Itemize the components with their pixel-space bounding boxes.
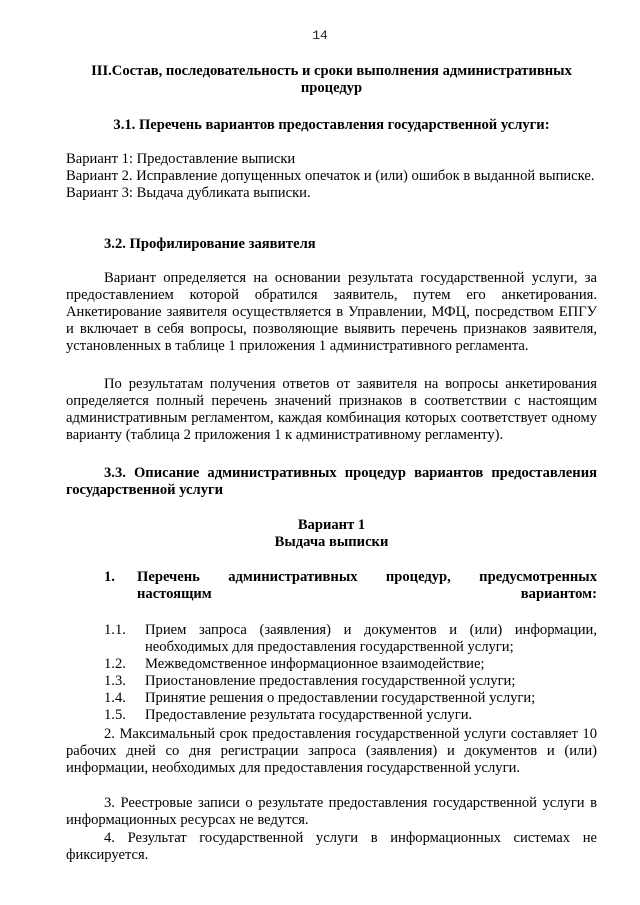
variant-item: Вариант 2. Исправление допущенных опечаток и (или) ошибок в выданной выписке.: [66, 168, 595, 184]
list-text: Межведомственное информационное взаимодействие;: [145, 656, 485, 672]
variant-subtitle: Выдача выписки: [274, 534, 389, 550]
procedures-heading: [104, 569, 597, 603]
heading-3-3: 3.3. Описание административных процедур вариантов предоставления государственной услуги: [66, 465, 597, 498]
list-number: 1.5.: [104, 707, 126, 723]
list-text: Приостановление предоставления государственной услуги;: [145, 673, 516, 689]
list-text: Предоставление результата государственной услуги.: [145, 707, 473, 723]
variants-list: [66, 151, 597, 202]
list-number: 1.4.: [104, 690, 126, 706]
list-item: [104, 622, 597, 656]
profiling-paragraph-2: По результатам получения ответов от заявителя на вопросы анкетирования определяется полный перечень значений признаков в соответствии с настоящим административным регламентом, каждая комбинация которых соответствует одному варианту (таблица 2 приложения 1 к административному регламенту).: [66, 376, 597, 443]
page-number: 14: [312, 28, 328, 43]
result-paragraph: 4. Результат государственной услуги в информационных системах не фиксируется.: [66, 830, 597, 863]
list-number: 1.2.: [104, 656, 126, 672]
list-number: 1.3.: [104, 673, 126, 689]
list-text: Прием запроса (заявления) и документов и (или) информации, необходимых для предоставления государственной услуги;: [145, 622, 597, 655]
term-paragraph: 2. Максимальный срок предоставления государственной услуги составляет 10 рабочих дней со дня регистрации запроса (заявления) и документов и (или) информации, необходимых для предоставления государственной услуги.: [66, 726, 597, 776]
variant-item: Вариант 3: Выдача дубликата выписки.: [66, 185, 311, 201]
variant-title: Вариант 1: [297, 517, 366, 533]
section-title: III.Состав, последовательность и сроки выполнения административных процедур: [91, 63, 572, 96]
list-number: 1.: [104, 569, 115, 585]
variant-item: Вариант 1: Предоставление выписки: [66, 151, 296, 167]
heading-3-2: 3.2. Профилирование заявителя: [104, 236, 316, 252]
registry-paragraph: 3. Реестровые записи о результате предоставления государственной услуги в информационных ресурсах не ведутся.: [66, 795, 597, 828]
list-text: Принятие решения о предоставлении государственной услуги;: [145, 690, 536, 706]
list-number: 1.1.: [104, 622, 126, 638]
profiling-paragraph-1: Вариант определяется на основании результата государственной услуги, за предоставлением которой обратился заявитель, путем его анкетирования. Анкетирование заявителя осуществляется в Управлении, МФЦ, посредством ЕПГУ и включает в себя вопросы, позволяющие выявить перечень признаков заявителя, установленных в таблице 1 приложения 1 административного регламента.: [66, 270, 597, 354]
list-text: Перечень административных процедур, предусмотренных настоящим вариантом:: [137, 569, 597, 602]
heading-3-1: 3.1. Перечень вариантов предоставления государственной услуги:: [113, 117, 550, 133]
